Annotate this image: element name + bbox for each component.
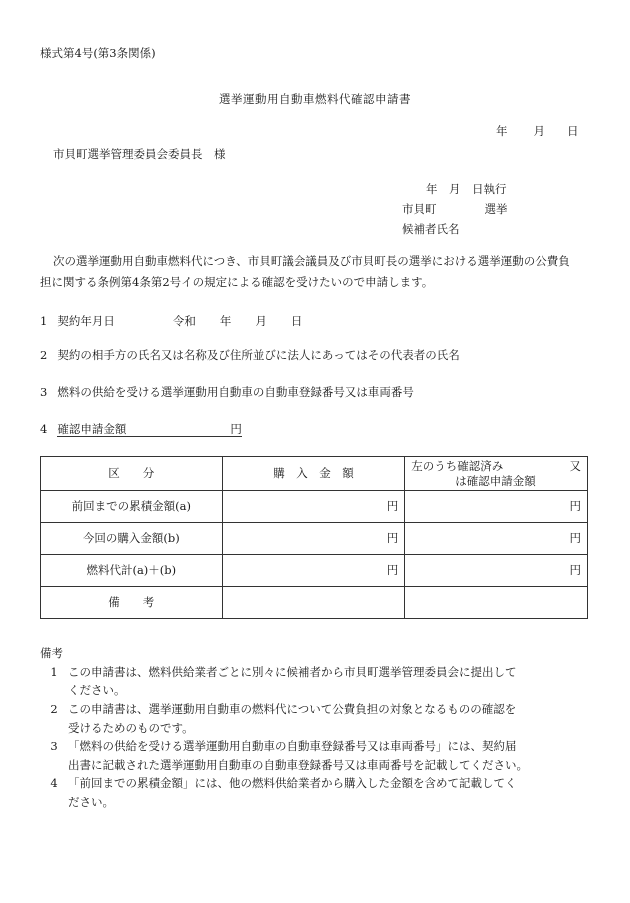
era-name: 令和 bbox=[172, 314, 196, 328]
header-purchase-amount: 購 入 金 額 bbox=[222, 457, 405, 491]
item-label: 燃料の供給を受ける選挙運動用自動車の自動車登録番号又は車両番号 bbox=[57, 385, 414, 399]
remarks-cell[interactable] bbox=[222, 587, 405, 619]
remarks-cell[interactable] bbox=[405, 587, 588, 619]
item-number: 4 bbox=[40, 422, 48, 436]
confirmed-amount-cell[interactable]: 円 bbox=[405, 555, 588, 587]
row-label: 前回までの累積金額(a) bbox=[41, 491, 223, 523]
purchase-amount-cell[interactable]: 円 bbox=[222, 491, 405, 523]
table-row bbox=[41, 491, 588, 523]
date-year: 年 bbox=[496, 124, 508, 138]
table-row bbox=[41, 523, 588, 555]
row-label: 燃料代計(a)＋(b) bbox=[41, 555, 223, 587]
yen-unit: 円 bbox=[230, 422, 242, 436]
item-number: 2 bbox=[40, 348, 48, 362]
item-1 bbox=[40, 314, 302, 328]
header-category: 区 分 bbox=[41, 457, 223, 491]
table-row bbox=[41, 587, 588, 619]
note-item: 4 「前回までの累積金額」には、他の燃料供給業者から購入した金額を含めて記載してく ださい。 bbox=[50, 776, 517, 809]
contract-month: 月 bbox=[255, 314, 267, 328]
town-name: 市貝町 bbox=[402, 202, 437, 216]
election-date-line: 年 月 日執行 bbox=[426, 182, 507, 196]
note-item: 2 この申請書は、選挙運動用自動車の燃料代について公費負担の対象となるものの確認を 受けるためのものです。 bbox=[50, 701, 517, 735]
contract-day: 日 bbox=[290, 314, 303, 328]
notes-heading: 備考 bbox=[40, 646, 63, 660]
purchase-amount-cell[interactable]: 円 bbox=[222, 555, 405, 587]
contract-year: 年 bbox=[219, 314, 232, 328]
document-title: 選挙運動用自動車燃料代確認申請書 bbox=[219, 92, 411, 106]
notes-section bbox=[40, 644, 600, 812]
item-label: 確認申請金額 bbox=[57, 422, 127, 436]
form-number: 様式第4号(第3条関係) bbox=[40, 46, 156, 60]
item-3 bbox=[40, 385, 414, 399]
item-number: 1 bbox=[40, 314, 48, 328]
item-2 bbox=[40, 348, 460, 362]
table-header-row bbox=[41, 457, 588, 491]
item-number: 3 bbox=[40, 385, 48, 399]
item-label: 契約年月日 bbox=[57, 314, 115, 328]
election-name-line bbox=[402, 202, 508, 216]
header-confirmed-amount: 左のうち確認済み 又 は確認申請金額 bbox=[405, 457, 588, 491]
candidate-name-label: 候補者氏名 bbox=[402, 222, 460, 236]
requested-amount-field bbox=[57, 422, 242, 437]
fuel-cost-table bbox=[40, 456, 588, 619]
note-item: 1 この申請書は、燃料供給業者ごとに別々に候補者から市貝町選挙管理委員会に提出して ください。 bbox=[50, 664, 517, 698]
item-4 bbox=[40, 422, 242, 437]
purchase-amount-cell[interactable]: 円 bbox=[222, 523, 405, 555]
date-month: 月 bbox=[533, 124, 545, 138]
intro-line-2: 担に関する条例第4条第2号イの規定による確認を受けたいので申請します。 bbox=[40, 275, 434, 289]
row-label: 今回の購入金額(b) bbox=[41, 523, 223, 555]
confirmed-amount-cell[interactable]: 円 bbox=[405, 491, 588, 523]
date-day: 日 bbox=[567, 124, 579, 138]
note-item: 3 「燃料の供給を受ける選挙運動用自動車の自動車登録番号又は車両番号」には、契約届 出書に記載された選挙運動用自動車の自動車登録番号又は車両番号を記載してください。 bbox=[50, 739, 528, 772]
table-row bbox=[41, 555, 588, 587]
addressee: 市貝町選挙管理委員会委員長 様 bbox=[53, 147, 226, 161]
confirmed-amount-cell[interactable]: 円 bbox=[405, 523, 588, 555]
election-word: 選挙 bbox=[484, 202, 508, 216]
date-line bbox=[496, 124, 579, 138]
intro-line-1: 次の選挙運動用自動車燃料代につき、市貝町議会議員及び市貝町長の選挙における選挙運動の公費負 bbox=[53, 254, 570, 268]
row-label: 備 考 bbox=[41, 587, 223, 619]
item-label: 契約の相手方の氏名又は名称及び住所並びに法人にあってはその代表者の氏名 bbox=[57, 348, 460, 362]
